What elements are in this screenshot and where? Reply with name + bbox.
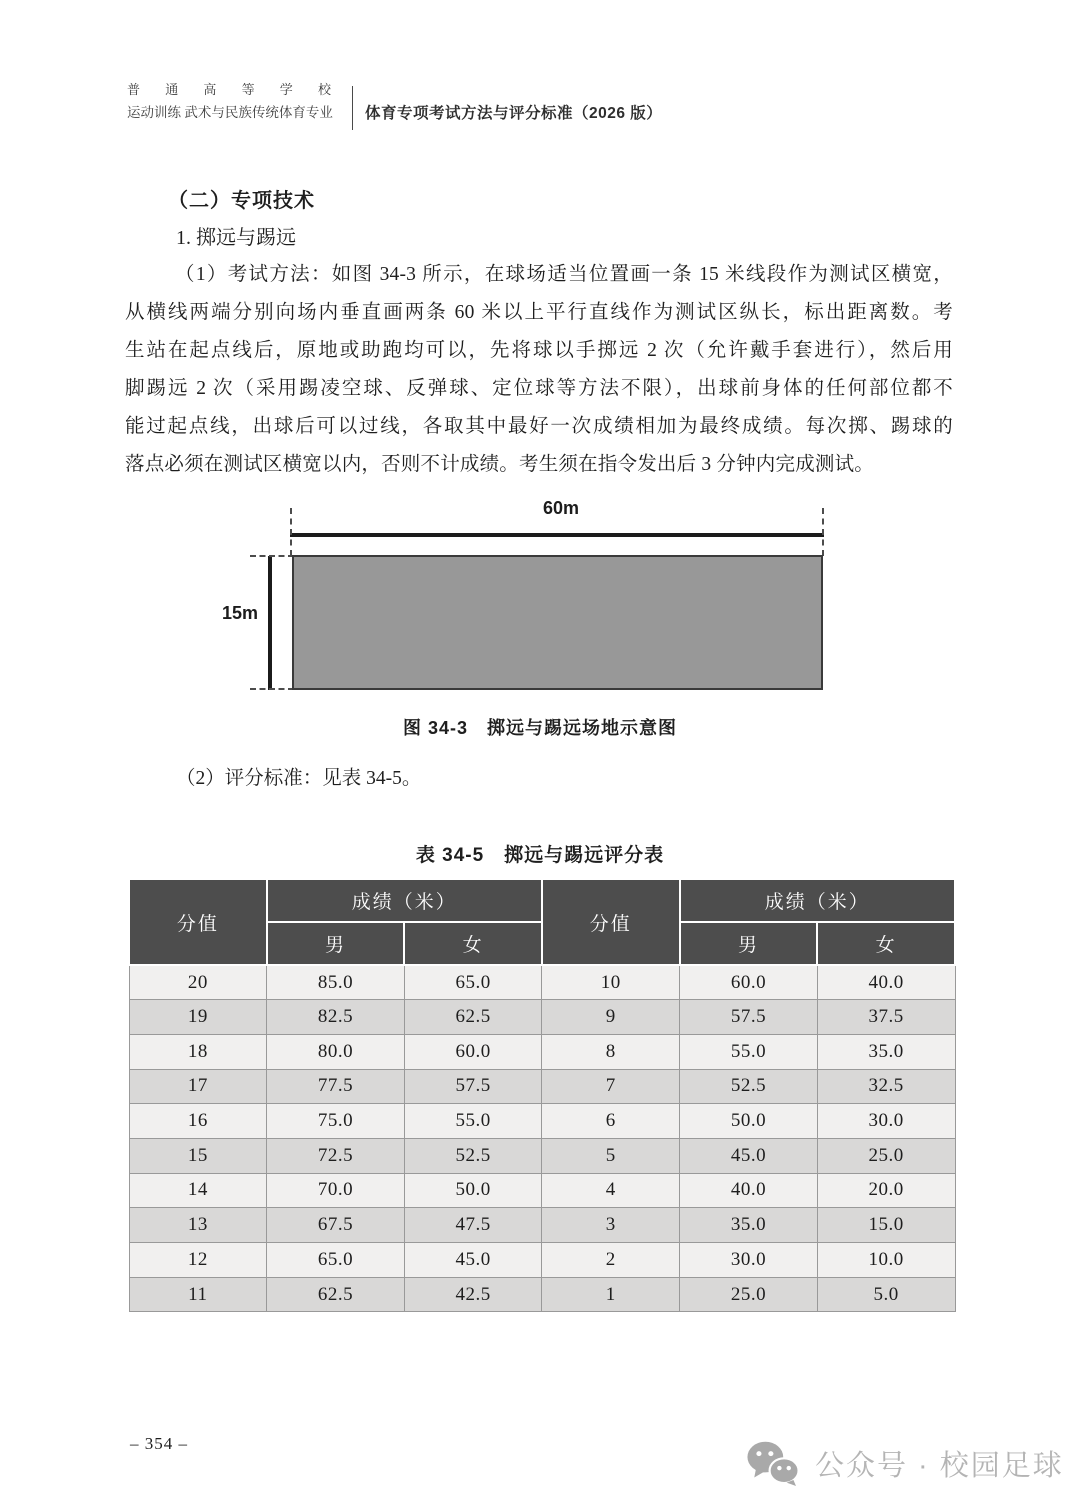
table-row [129, 1069, 955, 1104]
table-cell: 15 [129, 1138, 267, 1173]
table-cell: 10.0 [817, 1243, 955, 1278]
header-female-right: 女 [817, 922, 955, 965]
table-cell: 19 [129, 1000, 267, 1035]
table-cell: 57.5 [404, 1069, 542, 1104]
table-cell: 70.0 [267, 1173, 405, 1208]
school-type-label: 普通高等学校 [127, 82, 331, 97]
table-cell: 72.5 [267, 1138, 405, 1173]
height-dimension-line [268, 556, 272, 690]
table-cell: 52.5 [404, 1138, 542, 1173]
table-cell: 30.0 [680, 1243, 818, 1278]
table-cell: 45.0 [404, 1243, 542, 1278]
table-cell: 50.0 [404, 1173, 542, 1208]
book-title: 体育专项考试方法与评分标准（2026 版） [365, 105, 663, 122]
table-cell: 35.0 [817, 1034, 955, 1069]
paragraph-line: 脚踢远 2 次（采用踢凌空球、反弹球、定位球等方法不限），出球前身体的任何部位都不 [125, 378, 953, 399]
wechat-icon [745, 1440, 801, 1486]
paragraph-line: 能过起点线，出球后可以过线，各取其中最好一次成绩相加为最终成绩。每次掷、踢球的 [125, 416, 953, 437]
table-cell: 62.5 [404, 1000, 542, 1035]
table-cell: 40.0 [817, 965, 955, 1000]
paragraph-line: （1）考试方法：如图 34-3 所示，在球场适当位置画一条 15 米线段作为测试区横宽， [175, 264, 953, 285]
subsection-heading: 1. 掷远与踢远 [176, 227, 296, 249]
table-cell: 15.0 [817, 1208, 955, 1243]
table-cell: 17 [129, 1069, 267, 1104]
section-heading: （二）专项技术 [168, 190, 315, 212]
table-row [129, 1208, 955, 1243]
figure-width-label: 60m [543, 498, 580, 518]
table-cell: 40.0 [680, 1173, 818, 1208]
major-label: 运动训练 武术与民族传统体育专业 [127, 105, 333, 120]
height-tick-bottom [250, 688, 294, 690]
table-row [129, 1173, 955, 1208]
table-cell: 55.0 [404, 1104, 542, 1139]
width-dimension-line [290, 533, 824, 537]
table-cell: 1 [542, 1277, 680, 1312]
table-cell: 77.5 [267, 1069, 405, 1104]
table-cell: 11 [129, 1277, 267, 1312]
watermark-text: 公众号 · 校园足球 [815, 1449, 1064, 1482]
table-cell: 60.0 [680, 965, 818, 1000]
paragraph-line: 从横线两端分别向场内垂直画两条 60 米以上平行直线作为测试区纵长，标出距离数。考 [125, 302, 953, 323]
table-cell: 85.0 [267, 965, 405, 1000]
page-number: – 354 – [130, 1434, 188, 1453]
header-male-left: 男 [267, 922, 405, 965]
table-cell: 25.0 [680, 1277, 818, 1312]
table-cell: 9 [542, 1000, 680, 1035]
table-row [129, 965, 955, 1000]
table-cell: 5.0 [817, 1277, 955, 1312]
watermark [745, 1440, 1064, 1486]
table-row [129, 1000, 955, 1035]
table-cell: 67.5 [267, 1208, 405, 1243]
header-female-left: 女 [404, 922, 542, 965]
table-cell: 62.5 [267, 1277, 405, 1312]
table-cell: 2 [542, 1243, 680, 1278]
exam-method-paragraph [125, 256, 953, 484]
scoring-table-body [129, 965, 955, 1312]
width-tick-right [822, 508, 824, 556]
table-cell: 5 [542, 1138, 680, 1173]
table-cell: 52.5 [680, 1069, 818, 1104]
table-row [129, 1277, 955, 1312]
table-cell: 3 [542, 1208, 680, 1243]
table-cell: 4 [542, 1173, 680, 1208]
table-cell: 7 [542, 1069, 680, 1104]
table-cell: 10 [542, 965, 680, 1000]
table-cell: 12 [129, 1243, 267, 1278]
table-cell: 20.0 [817, 1173, 955, 1208]
width-tick-left [290, 508, 292, 556]
table-row [129, 1104, 955, 1139]
table-cell: 30.0 [817, 1104, 955, 1139]
header-score-right: 分值 [542, 879, 680, 965]
table-row [129, 1034, 955, 1069]
table-cell: 57.5 [680, 1000, 818, 1035]
table-cell: 45.0 [680, 1138, 818, 1173]
table-cell: 8 [542, 1034, 680, 1069]
header-score-left: 分值 [129, 879, 267, 965]
paragraph-line: 落点必须在测试区横宽以内，否则不计成绩。考生须在指令发出后 3 分钟内完成测试。 [125, 454, 875, 475]
figure-height-label: 15m [222, 603, 259, 623]
height-tick-top [250, 555, 294, 557]
table-cell: 13 [129, 1208, 267, 1243]
table-cell: 80.0 [267, 1034, 405, 1069]
table-cell: 50.0 [680, 1104, 818, 1139]
scoring-table-header [129, 879, 955, 965]
table-cell: 35.0 [680, 1208, 818, 1243]
table-cell: 37.5 [817, 1000, 955, 1035]
test-field-rectangle [292, 555, 823, 690]
table-cell: 14 [129, 1173, 267, 1208]
table-cell: 18 [129, 1034, 267, 1069]
header-result-left: 成绩（米） [267, 879, 542, 922]
table-cell: 60.0 [404, 1034, 542, 1069]
header-result-right: 成绩（米） [680, 879, 955, 922]
running-head-divider [352, 86, 353, 130]
table-cell: 16 [129, 1104, 267, 1139]
table-cell: 82.5 [267, 1000, 405, 1035]
table-row [129, 1138, 955, 1173]
table-cell: 65.0 [404, 965, 542, 1000]
table-row [129, 1243, 955, 1278]
table-cell: 32.5 [817, 1069, 955, 1104]
header-male-right: 男 [680, 922, 818, 965]
figure-caption: 图 34-3 掷远与踢远场地示意图 [402, 718, 678, 738]
table-cell: 20 [129, 965, 267, 1000]
table-cell: 42.5 [404, 1277, 542, 1312]
scoring-standard-note: （2）评分标准：见表 34-5。 [176, 768, 422, 789]
scoring-table [128, 878, 956, 1312]
table-cell: 6 [542, 1104, 680, 1139]
table-cell: 47.5 [404, 1208, 542, 1243]
paragraph-line: 生站在起点线后，原地或助跑均可以，先将球以手掷远 2 次（允许戴手套进行），然后用 [125, 340, 953, 361]
table-title: 表 34-5 掷远与踢远评分表 [415, 845, 665, 866]
table-cell: 65.0 [267, 1243, 405, 1278]
table-cell: 55.0 [680, 1034, 818, 1069]
table-cell: 25.0 [817, 1138, 955, 1173]
running-head-left [127, 82, 349, 121]
table-cell: 75.0 [267, 1104, 405, 1139]
